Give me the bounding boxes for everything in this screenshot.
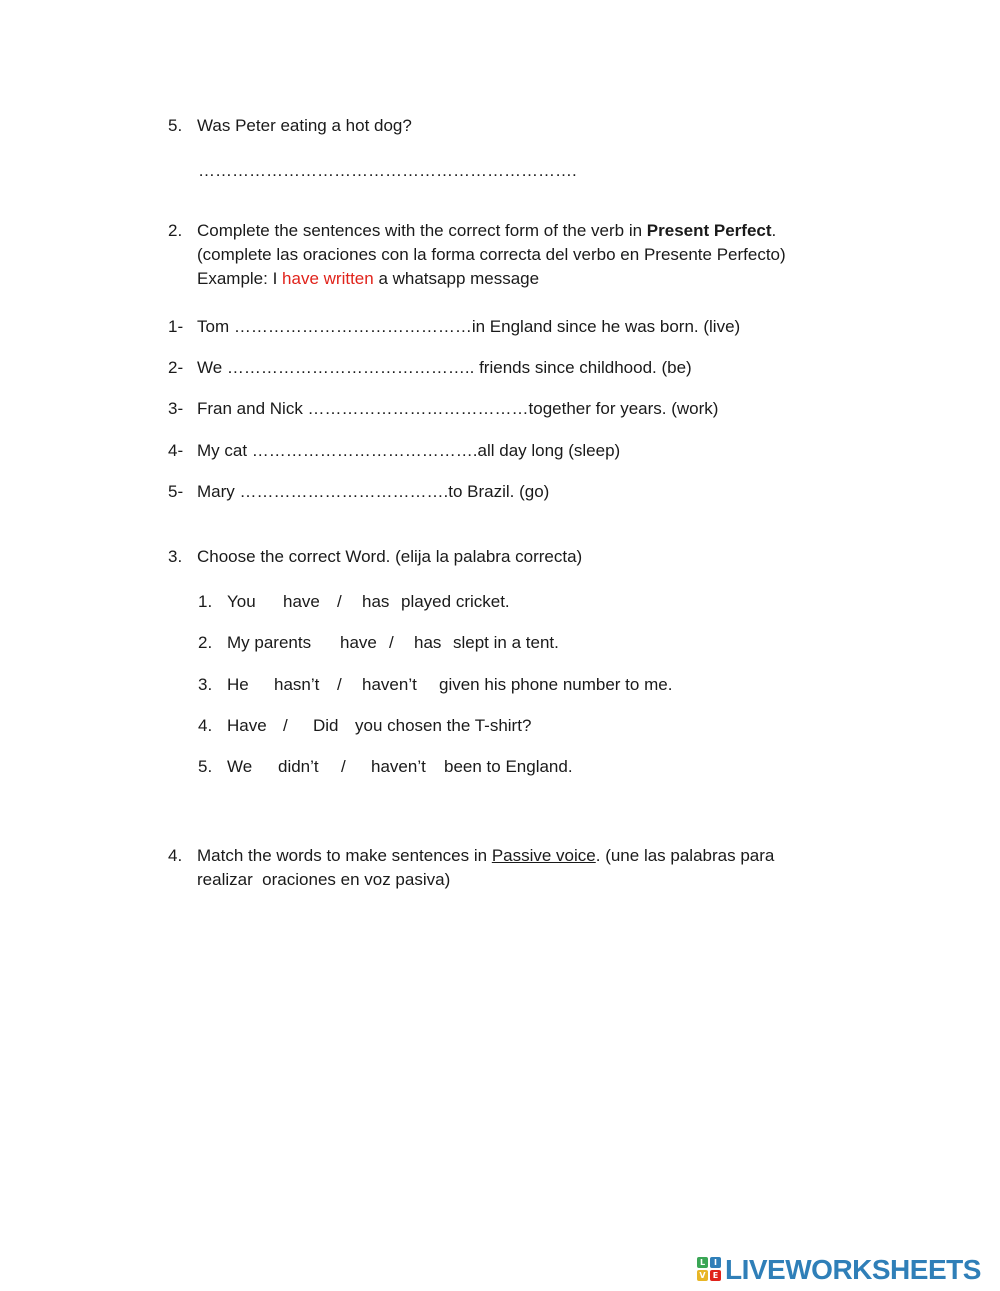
s3-item-rest: been to England. xyxy=(444,757,573,776)
s2-item-sentence[interactable]: My cat ………………………………….all day long (sleep) xyxy=(197,441,621,460)
s3-item-rest: played cricket. xyxy=(401,592,510,611)
s3-item-subject: My parents xyxy=(227,633,312,652)
s3-item-rest: you chosen the T-shirt? xyxy=(355,716,532,735)
section2-example xyxy=(197,267,539,291)
s3-item-number: 5. xyxy=(198,757,213,776)
s3-separator: / xyxy=(337,675,342,694)
s3-option-2[interactable]: has xyxy=(362,592,390,611)
s3-item-number: 4. xyxy=(198,716,213,735)
s3-item-rest: given his phone number to me. xyxy=(439,675,673,694)
q5-number: 5. xyxy=(168,116,183,135)
section4-instruction-text: Match the words to make sentences in xyxy=(197,846,492,865)
s2-item-number: 3- xyxy=(168,399,184,418)
s3-option-1[interactable]: have xyxy=(340,633,377,652)
s3-option-1[interactable]: didn’t xyxy=(278,757,319,776)
s3-item-number: 1. xyxy=(198,592,213,611)
s2-item-number: 4- xyxy=(168,441,184,460)
section2-instruction xyxy=(197,219,776,243)
s2-item-sentence[interactable]: Mary ……………………………….to Brazil. (go) xyxy=(197,482,550,501)
s3-separator: / xyxy=(337,592,342,611)
s2-item-sentence[interactable]: We …………………………………….. friends since childhood. (be) xyxy=(197,358,692,377)
q5-question: Was Peter eating a hot dog? xyxy=(197,116,412,135)
q5-answer-line[interactable]: …………………………………………………………. xyxy=(198,161,577,180)
section4-instruction xyxy=(197,844,774,868)
s3-item-number: 3. xyxy=(198,675,213,694)
s2-item-number: 2- xyxy=(168,358,184,377)
s2-item-sentence[interactable]: Tom ……………………………………in England since he was born. (live) xyxy=(197,317,741,336)
brand-name: LIVEWORKSHEETS xyxy=(725,1254,981,1285)
s3-separator: / xyxy=(283,716,288,735)
s3-item-rest: slept in a tent. xyxy=(453,633,559,652)
section2-number: 2. xyxy=(168,221,183,240)
s3-separator: / xyxy=(341,757,346,776)
logo-block: V xyxy=(697,1270,708,1281)
s3-item-subject: You xyxy=(227,592,256,611)
s3-item-subject: We xyxy=(227,757,253,776)
s2-item-number: 5- xyxy=(168,482,184,501)
s3-option-1[interactable]: have xyxy=(283,592,320,611)
section2-instruction-text: Complete the sentences with the correct form of the verb in xyxy=(197,221,647,240)
example-suffix: a whatsapp message xyxy=(373,269,540,288)
s3-option-2[interactable]: has xyxy=(414,633,442,652)
s2-item-sentence[interactable]: Fran and Nick …………………………………together for years. (work) xyxy=(197,399,719,418)
s3-option-2[interactable]: haven’t xyxy=(362,675,417,694)
section4-number: 4. xyxy=(168,846,183,865)
liveworksheets-logo xyxy=(697,1255,993,1285)
logo-block: E xyxy=(710,1270,721,1281)
section3-number: 3. xyxy=(168,547,183,566)
s2-item-number: 1- xyxy=(168,317,184,336)
s3-separator: / xyxy=(389,633,394,652)
section4-translation: realizar oraciones en voz pasiva) xyxy=(197,870,451,889)
example-prefix: Example: I xyxy=(197,269,283,288)
s3-item-subject: He xyxy=(227,675,249,694)
example-answer: have written xyxy=(282,269,374,288)
section4-instruction-end: . (une las palabras para xyxy=(595,846,775,865)
s3-option-2[interactable]: haven’t xyxy=(371,757,426,776)
s3-option-1[interactable]: hasn’t xyxy=(274,675,320,694)
logo-block: I xyxy=(710,1257,721,1268)
present-perfect-label: Present Perfect xyxy=(646,221,772,240)
passive-voice-label: Passive voice xyxy=(491,846,596,865)
logo-blocks-icon xyxy=(697,1257,723,1283)
s3-item-number: 2. xyxy=(198,633,213,652)
section2-instruction-end: . xyxy=(771,221,777,240)
section3-title: Choose the correct Word. (elija la palabra correcta) xyxy=(197,547,583,566)
section2-translation: (complete las oraciones con la forma correcta del verbo en Presente Perfecto) xyxy=(197,245,786,264)
s3-option-1[interactable]: Have xyxy=(227,716,267,735)
logo-block: L xyxy=(697,1257,708,1268)
s3-option-2[interactable]: Did xyxy=(313,716,339,735)
